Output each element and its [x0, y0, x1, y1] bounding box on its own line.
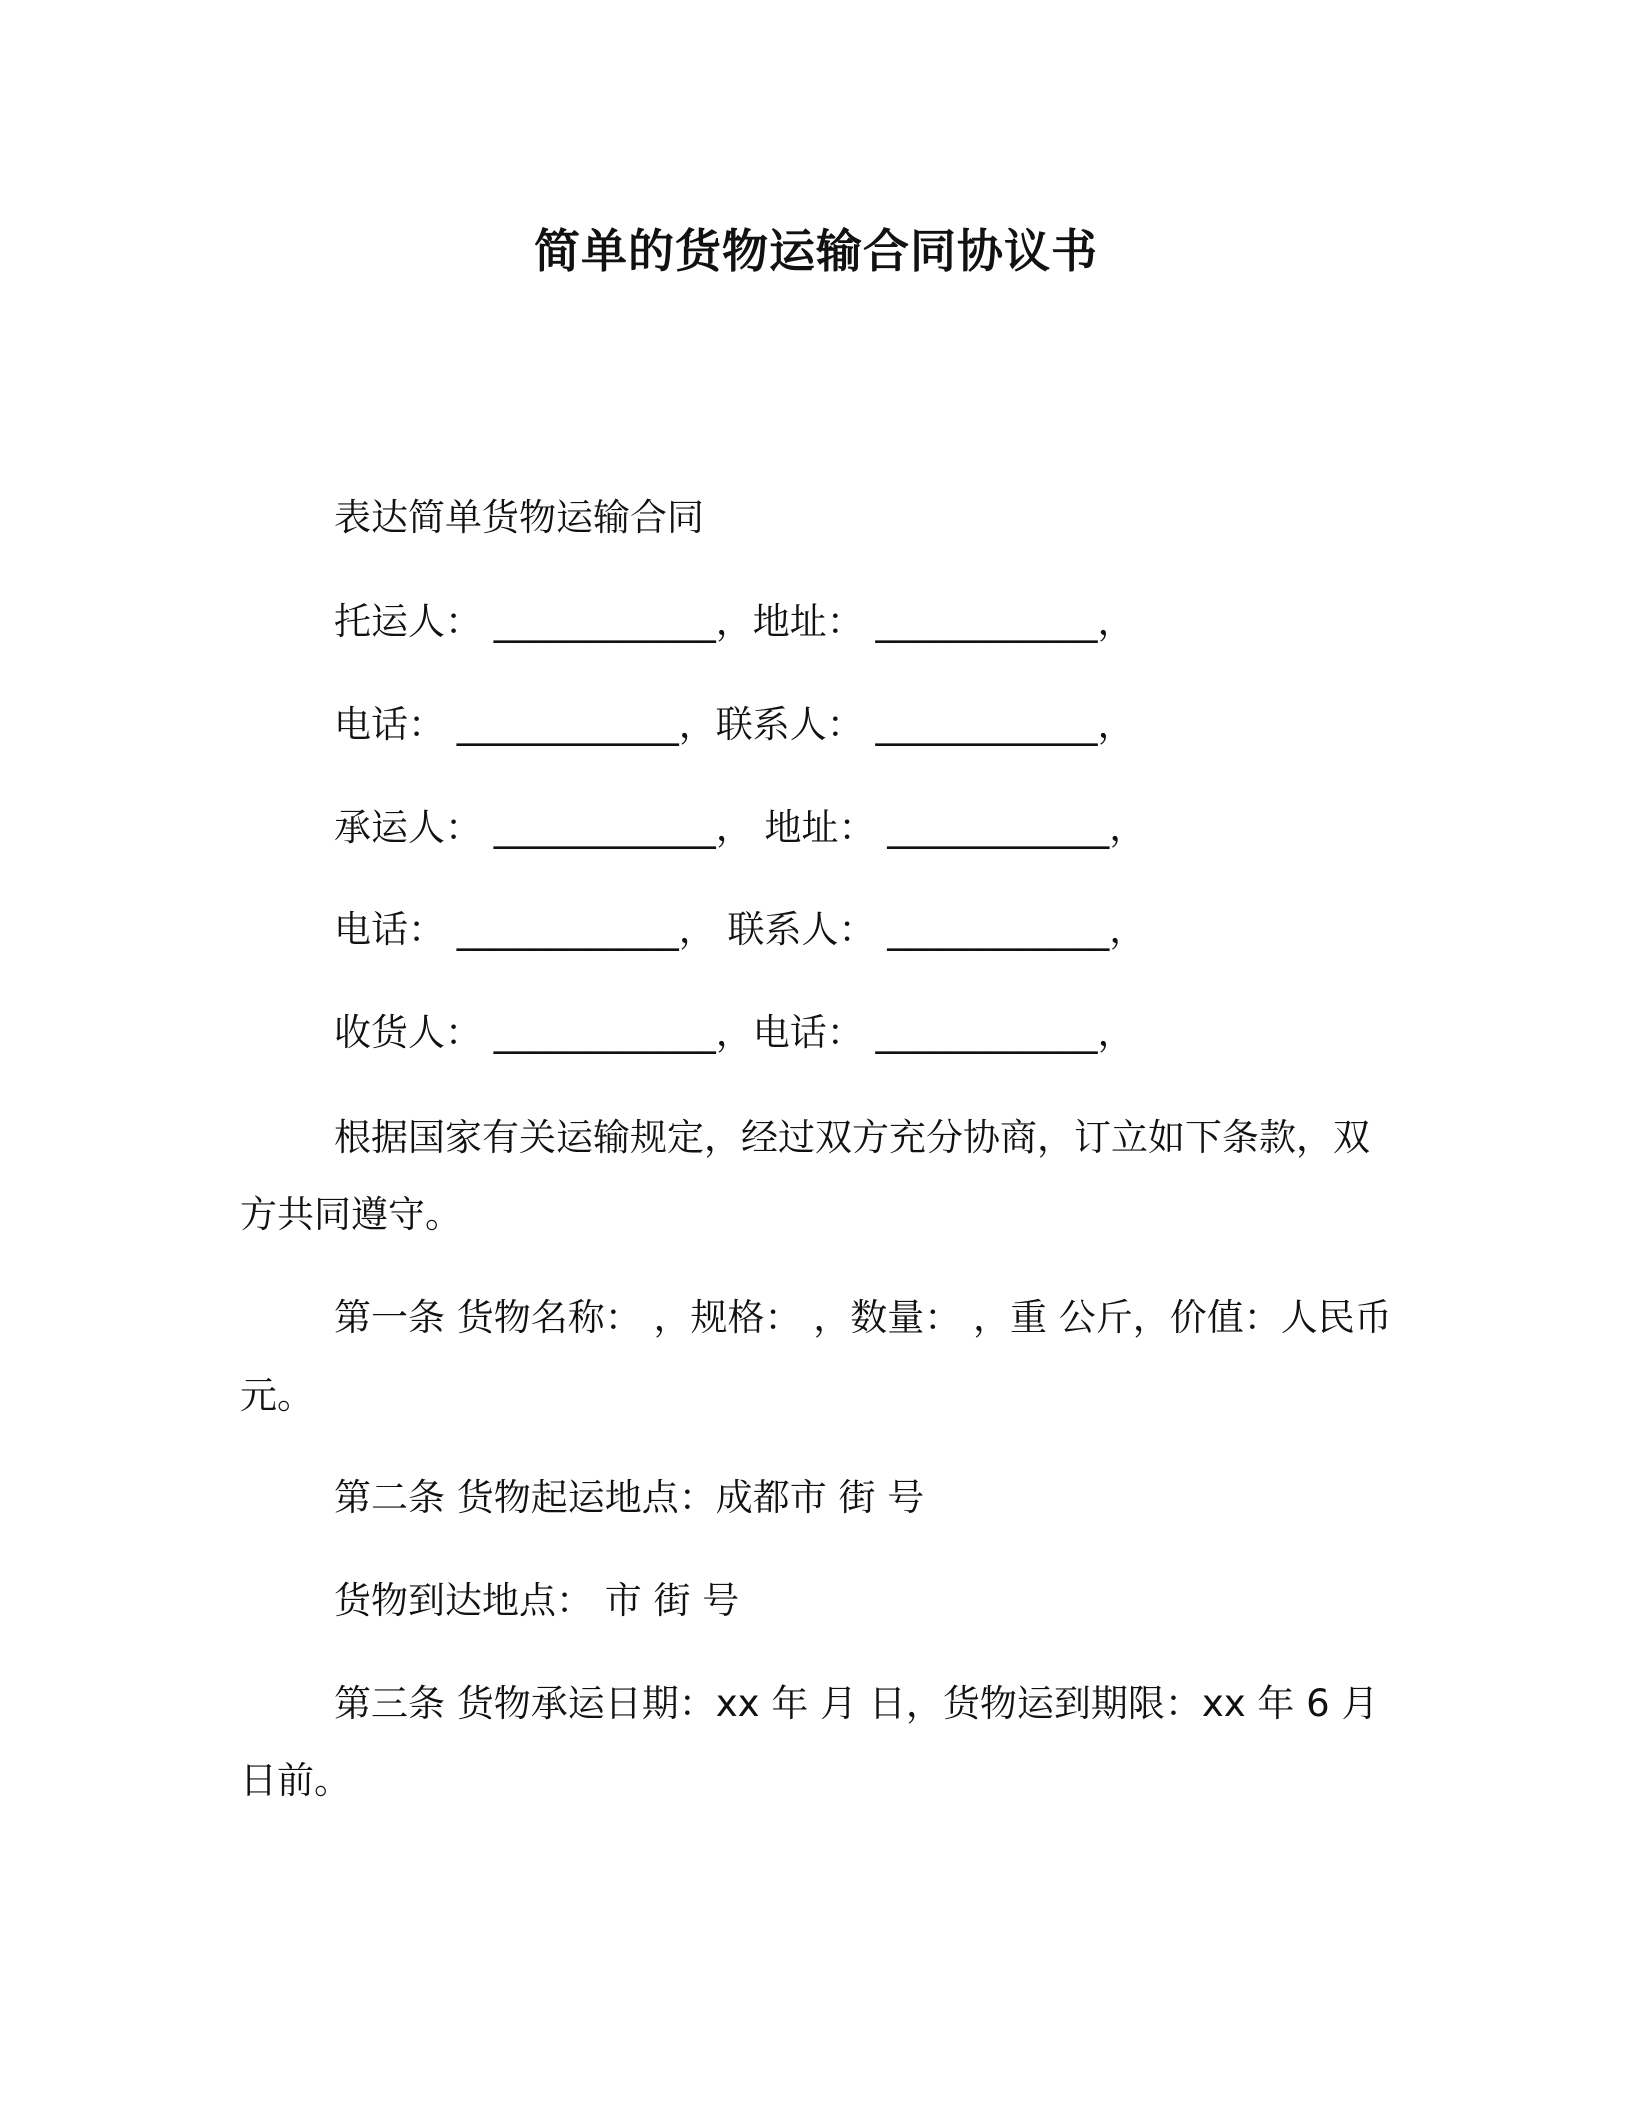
article-2-line-1: 第二条 货物起运地点：成都市 街 号	[334, 1476, 925, 1519]
carrier-phone-line: 电话： ____________， 联系人： ____________，	[334, 908, 1147, 951]
shipper-line: 托运人： ____________，地址： ____________，	[334, 600, 1135, 643]
preamble-line-1: 根据国家有关运输规定，经过双方充分协商，订立如下条款，双	[334, 1116, 1370, 1159]
article-1-line-1: 第一条 货物名称： ，规格： ，数量： ，重 公斤，价值：人民币	[334, 1296, 1392, 1339]
shipper-phone-line: 电话： ____________，联系人： ____________，	[334, 703, 1135, 746]
article-2-line-2: 货物到达地点： 市 街 号	[334, 1579, 740, 1622]
carrier-line: 承运人： ____________， 地址： ____________，	[334, 806, 1147, 849]
consignee-line: 收货人： ____________，电话： ____________，	[334, 1011, 1135, 1054]
article-1-line-2: 元。	[240, 1374, 314, 1417]
intro-line: 表达简单货物运输合同	[334, 496, 704, 539]
document-title: 简单的货物运输合同协议书	[534, 224, 1098, 278]
article-3-line-2: 日前。	[240, 1759, 351, 1802]
preamble-line-2: 方共同遵守。	[240, 1193, 462, 1236]
article-3-line-1: 第三条 货物承运日期：xx 年 月 日，货物运到期限：xx 年 6 月	[334, 1682, 1379, 1725]
